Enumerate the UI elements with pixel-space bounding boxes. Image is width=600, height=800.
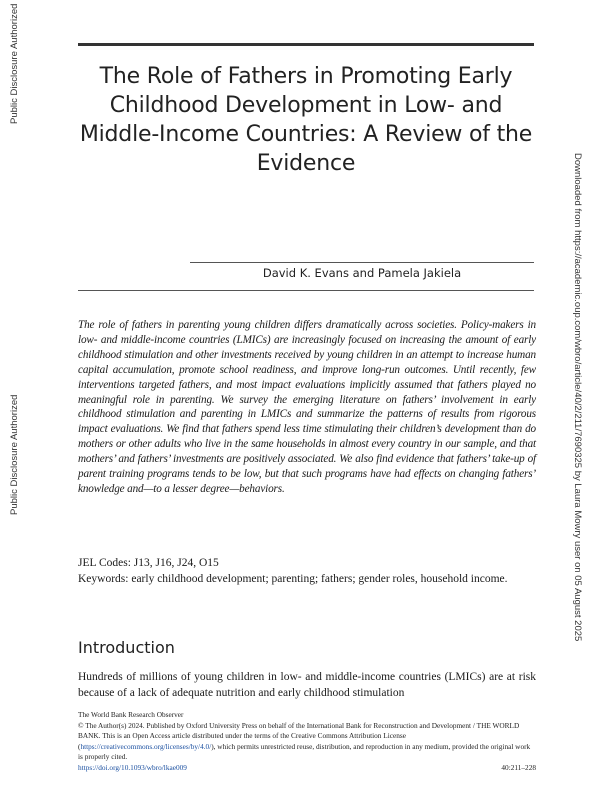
doi-link[interactable]: https://doi.org/10.1093/wbro/lkae009 — [78, 762, 187, 772]
introduction-paragraph: Hundreds of millions of young children in low- and middle-income countries (LMICs) are at risk because of a lack of adequate nutrition and early childhood stimulation — [78, 671, 536, 699]
author-rule-top — [190, 262, 534, 263]
keywords: Keywords: early childhood development; parenting; fathers; gender roles, household income. — [78, 573, 508, 585]
footer — [78, 710, 536, 773]
license-tail-text: ), which permits unrestricted reuse, distribution, and reproduction in any medium, provided the original work is properly cited. — [78, 741, 531, 761]
top-rule — [78, 43, 534, 46]
abstract: The role of fathers in parenting young children differs dramatically across societies. Policy-makers in low- and middle-income countries (LMICs) are increasingly focused on increasing the amount of early childhood stimulation and other investments received by young children in an attempt to increase human capital accumulation, promote school readiness, and improve long-run outcomes. Until recently, few interventions targeted fathers, and most impact evaluations implicitly assumed that fathers played no meaningful role in parenting. We survey the emerging literature on fathers’ involvement in early childhood stimulation and parenting in LMICs and summarize the patterns of results from rigorous impact evaluations. We find that fathers spend less time stimulating their children’s development than do mothers or other adults who live in the same households in almost every country in our sample, and that mothers’ and fathers’ investments are positively associated. We also find evidence that fathers’ take-up of parent training programs tends to be low, but that such programs have had effects on changing fathers’ knowledge and—to a lesser degree—behaviors. — [78, 319, 536, 495]
copyright-notice — [78, 721, 536, 763]
jel-codes: JEL Codes: J13, J16, J24, O15 — [78, 557, 219, 569]
section-heading-introduction: Introduction — [78, 638, 175, 657]
author-line: David K. Evans and Pamela Jakiela — [262, 266, 462, 280]
copyright-text: © The Author(s) 2024. Published by Oxford University Press on behalf of the International Bank for Reconstruction and Development / THE WORLD BANK. This is an Open Access article distributed under the terms of the Creative Commons Attribution License ( — [78, 720, 520, 751]
page-range: 40:211–228 — [501, 762, 536, 772]
public-disclosure-watermark-top: Public Disclosure Authorized — [9, 4, 20, 125]
license-link[interactable]: https://creativecommons.org/licenses/by/4.0/ — [80, 741, 212, 751]
public-disclosure-watermark-bottom: Public Disclosure Authorized — [9, 395, 20, 516]
author-rule-bottom — [78, 290, 534, 291]
doi-row — [78, 763, 536, 774]
download-watermark: Downloaded from https://academic.oup.com/wbro/article/40/2/211/7690325 by Laura Mowry user on 05 August 2025 — [572, 153, 583, 642]
journal-name: The World Bank Research Observer — [78, 710, 184, 719]
article-title: The Role of Fathers in Promoting Early Childhood Development in Low- and Middle-Income Countries: A Review of the Evidence — [79, 64, 533, 176]
